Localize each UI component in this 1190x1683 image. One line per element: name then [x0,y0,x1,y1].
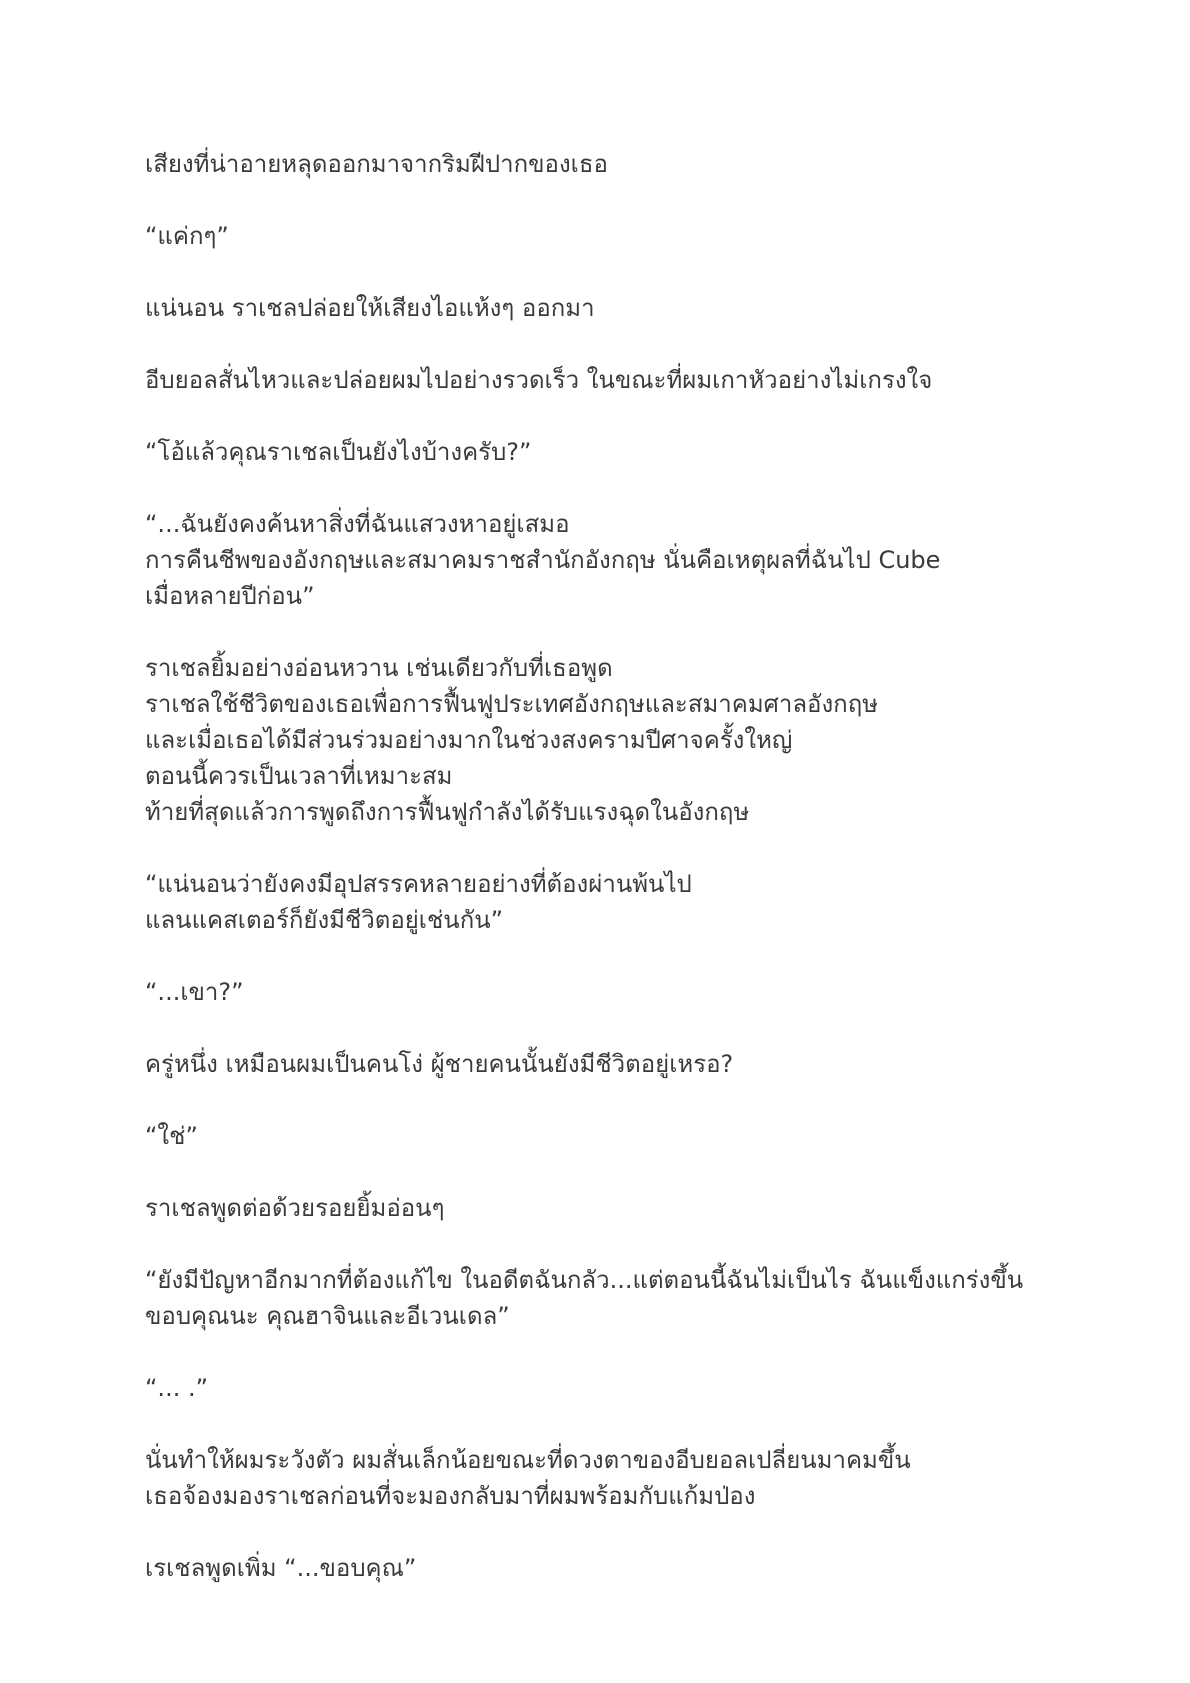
paragraph [145,1046,1045,1082]
text-line: “ใช่” [145,1122,198,1150]
paragraph [145,506,1045,614]
paragraph [145,866,1045,938]
text-line: ตอนนี้ควรเป็นเวลาที่เหมาะสม [145,762,453,790]
paragraph [145,974,1045,1010]
paragraph [145,218,1045,254]
text-line: นั่นทำให้ผมระวังตัว ผมสั่นเล็กน้อยขณะที่ดวงตาของอีบยอลเปลี่ยนมาคมขึ้น [145,1446,911,1474]
text-line: อีบยอลสั่นไหวและปล่อยผมไปอย่างรวดเร็ว ในขณะที่ผมเกาหัวอย่างไม่เกรงใจ [145,366,933,394]
text-line: ราเชลยิ้มอย่างอ่อนหวาน เช่นเดียวกับที่เธอพูด [145,654,613,682]
paragraph [145,1442,1045,1514]
paragraph [145,1190,1045,1226]
paragraph [145,146,1045,182]
text-line: เรเชลพูดเพิ่ม “...ขอบคุณ” [145,1554,417,1582]
text-line: ท้ายที่สุดแล้วการพูดถึงการฟื้นฟูกำลังได้รับแรงฉุดในอังกฤษ [145,798,750,826]
text-line: “แน่นอนว่ายังคงมีอุปสรรคหลายอย่างที่ต้องผ่านพ้นไป [145,870,692,898]
paragraph [145,1550,1045,1586]
text-line: และเมื่อเธอได้มีส่วนร่วมอย่างมากในช่วงสงครามปีศาจครั้งใหญ่ [145,726,793,754]
paragraph [145,290,1045,326]
text-line: แน่นอน ราเชลปล่อยให้เสียงไอแห้งๆ ออกมา [145,294,595,322]
text-line: “... .” [145,1374,209,1402]
text-line: เมื่อหลายปีก่อน” [145,582,315,610]
paragraph [145,434,1045,470]
paragraph [145,650,1045,830]
text-line: “...เขา?” [145,978,244,1006]
paragraph [145,362,1045,398]
text-line: เธอจ้องมองราเชลก่อนที่จะมองกลับมาที่ผมพร้อมกับแก้มป่อง [145,1482,756,1510]
text-line: ขอบคุณนะ คุณฮาจินและอีเวนเดล” [145,1302,510,1330]
paragraph [145,1118,1045,1154]
text-line: ครู่หนึ่ง เหมือนผมเป็นคนโง่ ผู้ชายคนนั้นยังมีชีวิตอยู่เหรอ? [145,1050,734,1078]
document-body [145,146,1045,1622]
text-line: “แค่กๆ” [145,222,229,250]
text-line: “...ฉันยังคงค้นหาสิ่งที่ฉันแสวงหาอยู่เสมอ [145,510,570,538]
text-line: เสียงที่น่าอายหลุดออกมาจากริมฝีปากของเธอ [145,150,608,178]
text-line: “ยังมีปัญหาอีกมากที่ต้องแก้ไข ในอดีตฉันกลัว...แต่ตอนนี้ฉันไม่เป็นไร ฉันแข็งแกร่งขึ้น [145,1266,1024,1294]
text-line: “โอ้แล้วคุณราเชลเป็นยังไงบ้างครับ?” [145,438,532,466]
paragraph [145,1370,1045,1406]
paragraph [145,1262,1045,1334]
text-line: แลนแคสเตอร์ก็ยังมีชีวิตอยู่เช่นกัน” [145,906,504,934]
text-line: ราเชลใช้ชีวิตของเธอเพื่อการฟื้นฟูประเทศอังกฤษและสมาคมศาลอังกฤษ [145,690,879,718]
text-line: ราเชลพูดต่อด้วยรอยยิ้มอ่อนๆ [145,1194,445,1222]
text-line: การคืนชีพของอังกฤษและสมาคมราชสำนักอังกฤษ นั่นคือเหตุผลที่ฉันไป Cube [145,546,941,574]
